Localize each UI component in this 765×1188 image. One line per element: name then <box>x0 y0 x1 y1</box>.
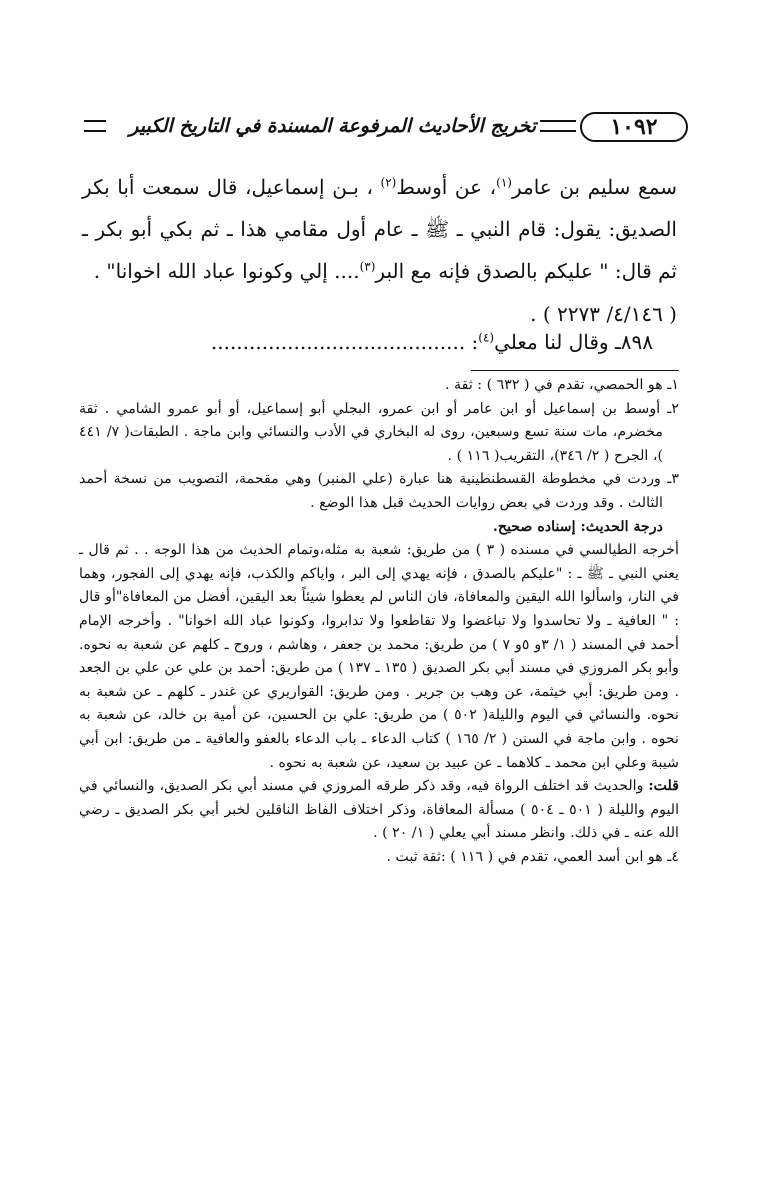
footnote-marker[interactable]: (١) <box>496 175 512 190</box>
footnote-3: ٣ـ وردت في مخطوطة القسطنطينية هنا عبارة (علي المنبر) وهي مقحمة، التصويب من نسخة أحمد الثالث . وقد وردت في بعض روايات الحديث قبل هذا الوضع . <box>79 471 679 511</box>
footnote-separator <box>471 370 679 371</box>
commentary-paragraph <box>79 775 679 846</box>
footnote-marker[interactable]: (٣) <box>359 259 376 274</box>
takhrij-paragraph: أخرجه الطيالسي في مسنده ( ٣ ) من طريق: شعبة به مثله،وتمام الحديث من هذا الوجه . . ثم قال ـ يعني النبي ـ ﷺ ـ : "عليكم بالصدق ، فإنه يهدي إلى البر ، واياكم والكذب، فإنه يهدي إلى الفجور، وهما في النار، واسألوا الله اليقين والمعافاة، فان الناس لم يعطوا شيئاً بعد اليقين، أفضل من المعافاة"أو قال : " العافية ـ ولا تحاسدوا ولا تباغضوا ولا تقاطعوا ولا تدابروا، وكونوا عباد الله اخوانا" . وأخرجه الإمام أحمد في المسند ( ١/ ٣و ٥و ٧ ) من طريق: محمد بن جعفر ، وهاشم ، وروح ـ كلهم عن شعبة به نحوه. وأبو بكر المروزي في مسند أبي بكر الصديق ( ١٣٥ ـ ١٣٧ ) من طريق: أحمد بن علي عن علي بن الجعد . ومن طريق: أبي خيثمة، عن وهب بن جرير . ومن طريق: القواريري عن غندر ـ كلهم ـ عن شعبة به نحوه. والنسائي في اليوم والليلة( ٥٠٢ ) من طريق: علي بن الحسين، عن أمية بن خالد، عن شعبة به نحوه . وابن ماجة في السنن ( ٢/ ١٦٥ ) كتاب الدعاء ـ باب الدعاء بالعفو والعافية ـ من طريق: ابن أبي شيبة وعلي ابن محمد ـ كلاهما ـ عن عبيد بن سعيد، عن شعبة به نحوه . <box>79 542 680 771</box>
running-title: تخريج الأحاديث المرفوعة المسندة في التاريخ الكبير <box>129 115 536 137</box>
text-part: ، بـن إسماعيل، قال سمعت أبا بكر الصديق: يقول: قام النبي ـ ﷺ ـ عام أول مقامي هذا ـ ثم بكي أبو بكر ـ ثم قال: " عليكم بالصدق فإنه مع البر <box>82 175 677 283</box>
footnote-4: ٤ـ هو ابن أسد العمي، تقدم في ( ١١٦ ) :ثقة ثبت . <box>386 848 679 865</box>
next-hadith-dots: : ........................................ <box>210 330 479 354</box>
header-rule-right <box>540 120 576 132</box>
hadith-degree: درجة الحديث: إسناده صحيح. <box>492 518 663 535</box>
footnote-1: ١ـ هو الحمصي، تقدم في ( ٦٣٢ ) : ثقة . <box>445 377 679 393</box>
commentary-text: والحديث قد اختلف الرواة فيه، وقد ذكر طرقه المروزي في مسند أبي بكر الصديق، والنسائي في اليوم والليلة ( ٥٠١ ـ ٥٠٤ ) مسألة المعافاة، وذكر اختلاف الفاظ الناقلين لخبر أبي بكر الصديق ـ رضي الله عنه ـ في ذلك. وانظر مسند أبي يعلي ( ١/ ٢٠ ) . <box>79 778 680 842</box>
header-rule-left <box>84 120 106 132</box>
page-number: ١٠٩٢ <box>580 112 688 142</box>
footnote-marker[interactable]: (٢) <box>380 175 397 190</box>
commentary-label: قلت: <box>648 778 679 795</box>
text-part: ، عن أوسط <box>396 175 497 199</box>
footnotes <box>79 374 679 869</box>
footnote-marker[interactable]: (٤) <box>478 330 495 345</box>
footnote-2: ٢ـ أوسط بن إسماعيل أو ابن عامر أو ابن عمرو، البجلي أبو إسماعيل، أو أبو عمرو الشامي . ثقة مخضرم، مات سنة تسع وسبعين، روى له البخاري في الأدب والنسائي وابن ماجة . الطبقات( ٧/ ٤٤١ )، الجرح ( ٢/ ٣٤٦)، التقريب( ١١٦ ) . <box>79 400 679 464</box>
text-part: سمع سليم بن عامر <box>511 175 678 199</box>
hadith-text <box>82 166 677 336</box>
next-hadith <box>211 322 653 362</box>
next-hadith-text: ٨٩٨ـ وقال لنا معلي <box>494 330 653 354</box>
hadith-paragraph <box>82 166 677 292</box>
page-header <box>88 108 688 150</box>
hadith-reference: ( ٤/١٤٦/ ٢٢٧٣ ) . <box>530 302 677 326</box>
text-part: .... إلي وكونوا عباد الله اخوانا" . <box>93 259 360 283</box>
